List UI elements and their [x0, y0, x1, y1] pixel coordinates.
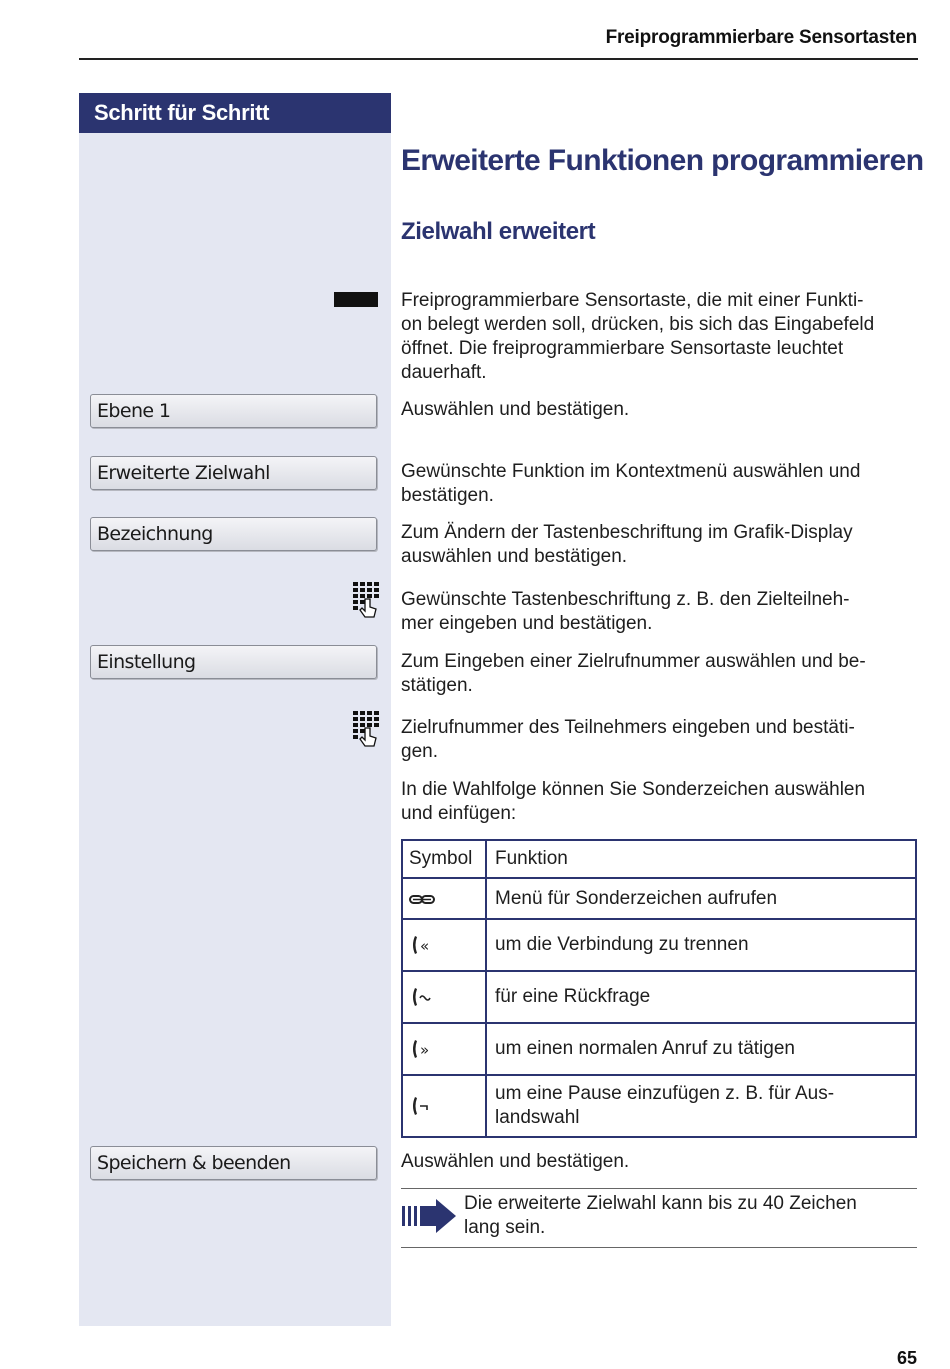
- sidebar-heading: Schritt für Schritt: [79, 93, 391, 133]
- table-row: [402, 919, 916, 971]
- table-cell: um eine Pause einzufügen z. B. für Aus- landswahl: [486, 1075, 916, 1137]
- step-text-3: Gewünschte Funktion im Kontextmenü auswählen und bestätigen.: [401, 461, 861, 506]
- note-rule-top: [401, 1188, 917, 1189]
- table-header-row: [402, 840, 916, 878]
- note-text: Die erweiterte Zielwahl kann bis zu 40 Zeichen lang sein.: [464, 1193, 857, 1238]
- step-text-1: Freiprogrammierbare Sensortaste, die mit einer Funkti- on belegt werden soll, drücken, bis sich das Eingabefeld öffnet. Die freiprogrammierbare Sensortaste leuchtet dauerhaft.: [401, 290, 875, 383]
- step-text-6: Zum Eingeben einer Zielrufnummer auswählen und be- stätigen.: [401, 651, 866, 696]
- menu-item-speichern-beenden[interactable]: Speichern & beenden: [90, 1146, 377, 1180]
- table-row: [402, 878, 916, 919]
- page-number: 65: [896, 1348, 917, 1368]
- consultation-icon: [409, 985, 437, 1009]
- keypad-input-icon: [352, 710, 380, 748]
- table-cell: Menü für Sonderzeichen aufrufen: [486, 878, 916, 919]
- note-arrow-icon: [402, 1198, 458, 1234]
- pause-icon: [409, 1094, 437, 1118]
- running-header: Freiprogrammierbare Sensortasten: [605, 27, 917, 48]
- table-cell: für eine Rückfrage: [486, 971, 916, 1023]
- table-cell: um die Verbindung zu trennen: [486, 919, 916, 971]
- header-rule: [79, 58, 918, 60]
- menu-item-ebene-1[interactable]: Ebene 1: [90, 394, 377, 428]
- special-chars-table: [401, 839, 917, 1138]
- disconnect-icon: [409, 933, 437, 957]
- step-text-8: In die Wahlfolge können Sie Sonderzeichen auswählen und einfügen:: [401, 779, 866, 824]
- step-text-4: Zum Ändern der Tastenbeschriftung im Grafik-Display auswählen und bestätigen.: [401, 522, 853, 567]
- note-rule-bottom: [401, 1247, 917, 1248]
- step-text-9: Auswählen und bestätigen.: [401, 1151, 630, 1172]
- section-title: Zielwahl erweitert: [401, 218, 596, 245]
- column-header-funktion: Funktion: [486, 840, 916, 878]
- column-header-symbol: Symbol: [402, 840, 486, 878]
- special-chars-icon: [409, 887, 437, 911]
- page-title: Erweiterte Funktionen programmieren: [401, 144, 924, 177]
- menu-item-einstellung[interactable]: Einstellung: [90, 645, 377, 679]
- step-text-5: Gewünschte Tastenbeschriftung z. B. den Zielteilneh- mer eingeben und bestätigen.: [401, 589, 850, 634]
- table-row: [402, 971, 916, 1023]
- table-row: [402, 1075, 916, 1137]
- normal-call-icon: [409, 1037, 437, 1061]
- menu-item-erweiterte-zielwahl[interactable]: Erweiterte Zielwahl: [90, 456, 377, 490]
- keypad-input-icon: [352, 581, 380, 619]
- table-cell: um einen normalen Anruf zu tätigen: [486, 1023, 916, 1075]
- menu-item-bezeichnung[interactable]: Bezeichnung: [90, 517, 377, 551]
- svg-text:»: »: [420, 1041, 430, 1059]
- table-row: [402, 1023, 916, 1075]
- step-text-7: Zielrufnummer des Teilnehmers eingeben und bestäti- gen.: [401, 717, 855, 762]
- step-text-2: Auswählen und bestätigen.: [401, 399, 630, 420]
- step-sidebar: [79, 93, 391, 1326]
- svg-text:«: «: [420, 937, 430, 955]
- sensor-key-icon: [334, 292, 378, 307]
